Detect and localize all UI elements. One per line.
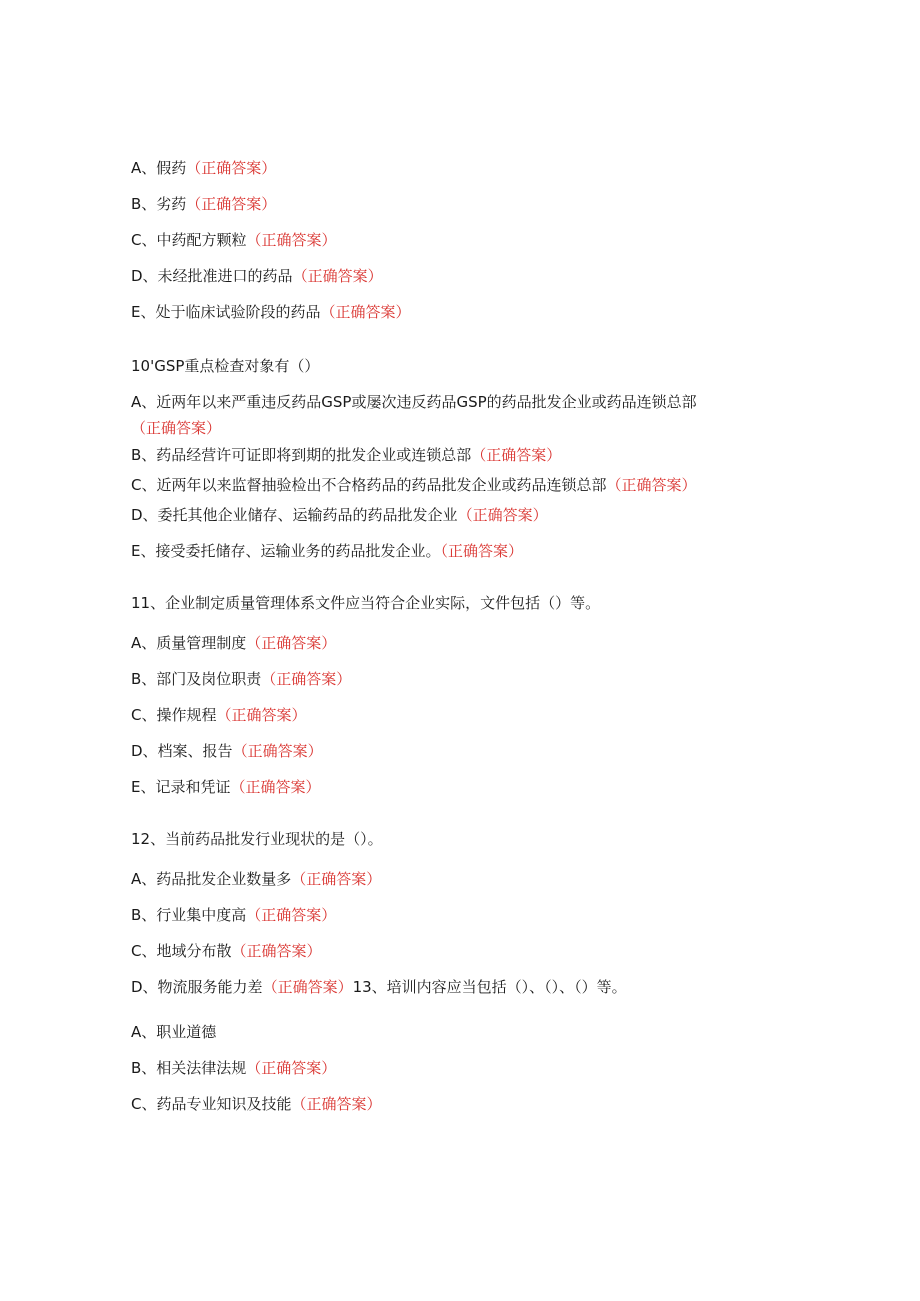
- question-title: [131, 588, 781, 618]
- option-line: [131, 470, 781, 500]
- option-line: [131, 1017, 781, 1047]
- correct-answer-mark: （正确答案）: [231, 942, 322, 960]
- option-line: [131, 440, 781, 470]
- correct-answer-mark: （正确答案）: [291, 870, 382, 888]
- correct-answer-mark: （正确答案）: [232, 742, 323, 760]
- option-text: A、质量管理制度: [131, 634, 247, 652]
- option-text: C、中药配方颗粒: [131, 231, 247, 249]
- option-line: [131, 700, 781, 730]
- correct-answer-mark: （正确答案）: [320, 303, 411, 321]
- correct-answer-mark: （正确答案）: [291, 1095, 382, 1113]
- option-line: [131, 500, 781, 530]
- option-text: C、操作规程: [131, 706, 217, 724]
- option-line: [131, 900, 781, 930]
- correct-answer-mark: （正确答案）: [186, 159, 277, 177]
- correct-answer-mark: （正确答案）: [262, 978, 353, 996]
- option-text: A、近两年以来严重违反药品GSP或屡次违反药品GSP的药品批发企业或药品连锁总部: [131, 393, 697, 411]
- correct-answer-mark: （正确答案）: [246, 1059, 337, 1077]
- option-line: [131, 153, 781, 183]
- option-text: D、委托其他企业储存、运输药品的药品批发企业: [131, 506, 458, 524]
- option-line: [131, 864, 781, 894]
- correct-answer-mark: （正确答案）: [230, 778, 321, 796]
- correct-answer-mark: （正确答案）: [131, 419, 222, 437]
- correct-answer-mark: （正确答案）: [457, 506, 548, 524]
- question-title: [131, 351, 781, 381]
- option-text: A、药品批发企业数量多: [131, 870, 292, 888]
- option-line: [131, 189, 781, 219]
- option-text: C、地域分布散: [131, 942, 232, 960]
- correct-answer-mark: （正确答案）: [261, 670, 352, 688]
- option-line: [131, 772, 781, 802]
- option-text: D、未经批准进口的药品: [131, 267, 293, 285]
- correct-answer-mark: （正确答案）: [606, 476, 697, 494]
- question-text: 13、培训内容应当包括（）、（）、（）等。: [352, 978, 627, 996]
- option-text: C、近两年以来监督抽验检出不合格药品的药品批发企业或药品连锁总部: [131, 476, 607, 494]
- question-text: 12、当前药品批发行业现状的是（）。: [131, 830, 383, 848]
- option-text: E、记录和凭证: [131, 778, 231, 796]
- question-title: [131, 824, 781, 854]
- correct-answer-mark: （正确答案）: [471, 446, 562, 464]
- option-line: [131, 536, 781, 566]
- option-text: E、处于临床试验阶段的药品: [131, 303, 321, 321]
- question-text: 11、企业制定质量管理体系文件应当符合企业实际，文件包括（）等。: [131, 594, 601, 612]
- question-text: 10'GSP重点检查对象有（）: [131, 357, 320, 375]
- option-line: [131, 1089, 781, 1119]
- option-text: B、药品经营许可证即将到期的批发企业或连锁总部: [131, 446, 472, 464]
- option-text: A、假药: [131, 159, 187, 177]
- option-line: [131, 297, 781, 327]
- option-text: A、职业道德: [131, 1023, 217, 1041]
- correct-answer-mark: （正确答案）: [246, 231, 337, 249]
- option-text: E、接受委托储存、运输业务的药品批发企业。: [131, 542, 441, 560]
- option-text: B、行业集中度高: [131, 906, 247, 924]
- option-text: B、相关法律法规: [131, 1059, 247, 1077]
- option-line: [131, 736, 781, 766]
- option-line: [131, 628, 781, 658]
- option-text: C、药品专业知识及技能: [131, 1095, 292, 1113]
- option-text: B、部门及岗位职责: [131, 670, 262, 688]
- option-line: [131, 1053, 781, 1083]
- option-line: [131, 389, 781, 441]
- correct-answer-mark: （正确答案）: [440, 542, 523, 560]
- correct-answer-mark: （正确答案）: [246, 906, 337, 924]
- correct-answer-mark: （正确答案）: [246, 634, 337, 652]
- option-line: [131, 936, 781, 966]
- option-line: [131, 972, 781, 1002]
- option-text: B、劣药: [131, 195, 187, 213]
- option-line: [131, 225, 781, 255]
- option-line: [131, 664, 781, 694]
- option-line: [131, 261, 781, 291]
- option-text: D、档案、报告: [131, 742, 233, 760]
- correct-answer-mark: （正确答案）: [186, 195, 277, 213]
- correct-answer-mark: （正确答案）: [292, 267, 383, 285]
- correct-answer-mark: （正确答案）: [216, 706, 307, 724]
- option-text: D、物流服务能力差: [131, 978, 263, 996]
